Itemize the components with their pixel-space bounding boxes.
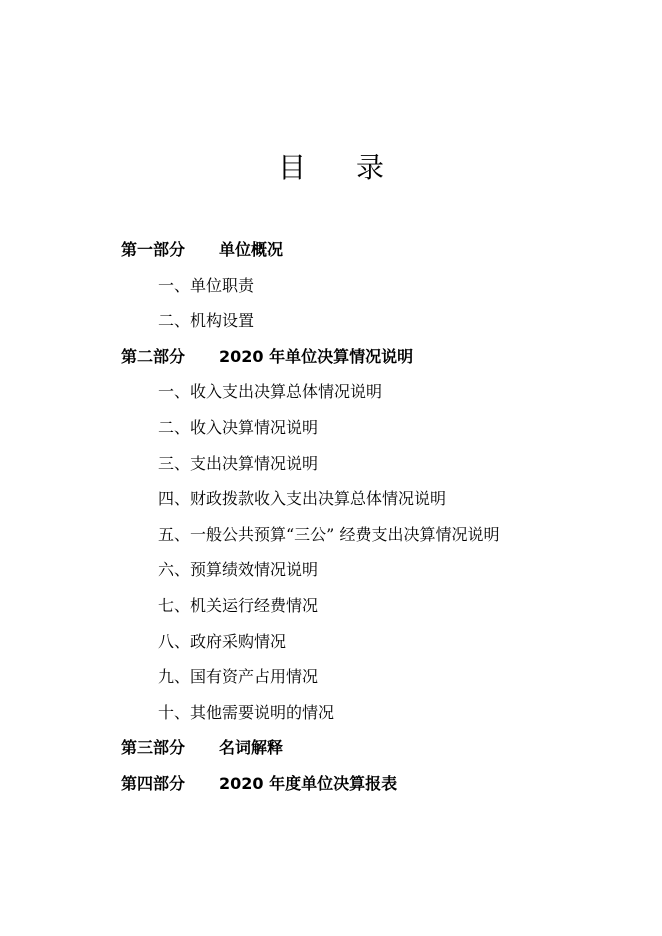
toc-part-4: [121, 768, 641, 804]
toc-item: 二、收入决算情况说明: [158, 417, 319, 437]
toc-item: 十、其他需要说明的情况: [158, 702, 335, 722]
part-title: 2020 年度单位决算报表: [219, 773, 398, 793]
toc-item: 七、机关运行经费情况: [158, 595, 319, 615]
toc-item: 六、预算绩效情况说明: [158, 560, 319, 580]
page-title: [0, 148, 662, 188]
toc-item: 九、国有资产占用情况: [158, 667, 319, 687]
toc-item: 三、支出决算情况说明: [158, 453, 319, 473]
toc-item: 八、政府采购情况: [158, 631, 287, 651]
toc-item: 一、单位职责: [158, 275, 255, 295]
table-of-contents: [121, 234, 641, 804]
part-title: 名词解释: [219, 738, 284, 758]
title-char-1: 目: [277, 151, 306, 184]
part-number: 第三部分: [121, 738, 186, 758]
toc-part-2: [121, 341, 641, 377]
toc-item: 五、一般公共预算“三公” 经费支出决算情况说明: [158, 524, 500, 544]
toc-part-1: [121, 234, 641, 270]
part-title: 2020 年单位决算情况说明: [219, 346, 414, 366]
toc-item: 一、收入支出决算总体情况说明: [158, 382, 383, 402]
toc-item: 四、财政拨款收入支出决算总体情况说明: [158, 489, 447, 509]
title-char-2: 录: [356, 151, 385, 184]
part-number: 第一部分: [121, 240, 186, 259]
part-number: 第二部分: [121, 346, 186, 366]
part-number: 第四部分: [121, 773, 186, 793]
toc-item: 二、机构设置: [158, 311, 255, 331]
toc-part-3: [121, 732, 641, 768]
part-title: 单位概况: [219, 240, 284, 259]
